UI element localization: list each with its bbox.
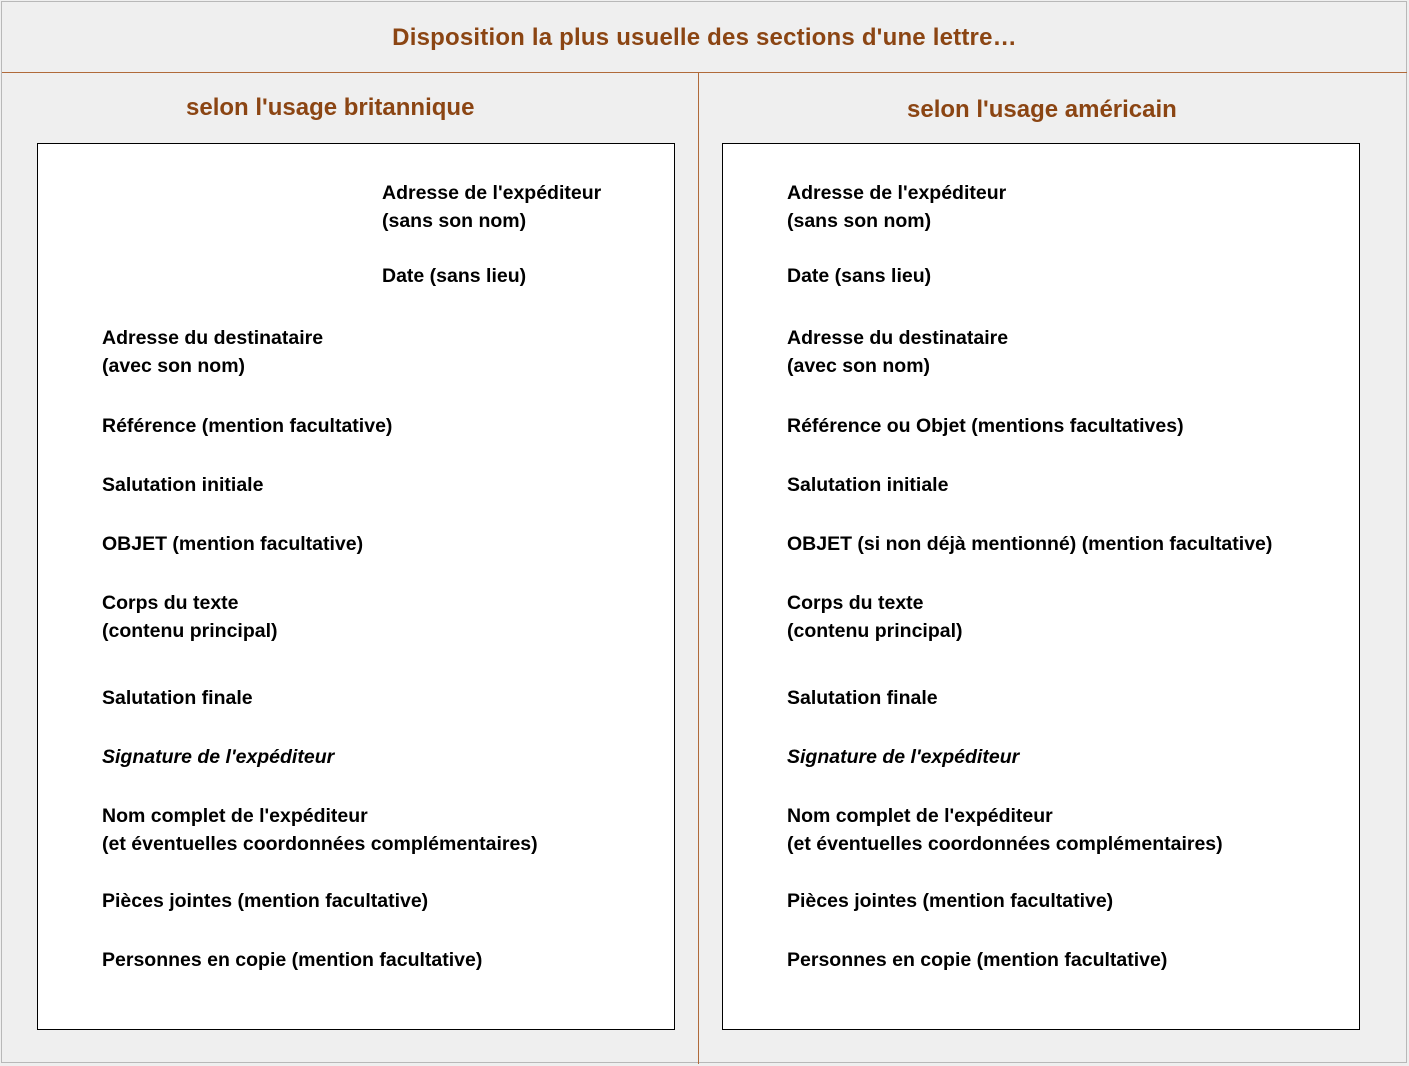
british-date: Date (sans lieu) xyxy=(382,265,527,287)
british-body-line2: (contenu principal) xyxy=(102,620,278,642)
british-reference: Référence (mention facultative) xyxy=(102,415,393,437)
american-heading: selon l'usage américain xyxy=(907,96,1177,123)
american-signature: Signature de l'expéditeur xyxy=(787,746,1020,768)
american-subject: OBJET (si non déjà mentionné) (mention facultative) xyxy=(787,533,1273,555)
american-recipient-address-line1: Adresse du destinataire xyxy=(787,327,1009,349)
american-reference: Référence ou Objet (mentions facultatives) xyxy=(787,415,1184,437)
british-heading: selon l'usage britannique xyxy=(186,94,475,121)
british-body-line1: Corps du texte xyxy=(102,592,239,614)
american-body-line1: Corps du texte xyxy=(787,592,924,614)
british-sender-address-line1: Adresse de l'expéditeur xyxy=(382,182,602,204)
british-body xyxy=(102,589,278,645)
american-recipient-address xyxy=(787,324,1008,380)
american-letter-sheet xyxy=(722,143,1360,1030)
american-sender-name-line2: (et éventuelles coordonnées complémentaires) xyxy=(787,833,1223,855)
column-divider xyxy=(698,72,699,1064)
british-opening-salutation: Salutation initiale xyxy=(102,474,264,496)
american-sender-address xyxy=(787,179,1006,235)
british-attachments: Pièces jointes (mention facultative) xyxy=(102,890,429,912)
american-sender-address-line1: Adresse de l'expéditeur xyxy=(787,182,1007,204)
british-sender-address xyxy=(382,179,601,235)
american-attachments: Pièces jointes (mention facultative) xyxy=(787,890,1114,912)
american-body-line2: (contenu principal) xyxy=(787,620,963,642)
british-recipient-address xyxy=(102,324,323,380)
british-sender-name-line1: Nom complet de l'expéditeur xyxy=(102,805,368,827)
american-opening-salutation: Salutation initiale xyxy=(787,474,949,496)
american-sender-address-line2: (sans son nom) xyxy=(787,210,932,232)
diagram-title: Disposition la plus usuelle des sections d'une lettre… xyxy=(392,24,1017,51)
american-recipient-address-line2: (avec son nom) xyxy=(787,355,931,377)
british-recipient-address-line2: (avec son nom) xyxy=(102,355,246,377)
american-sender-name-line1: Nom complet de l'expéditeur xyxy=(787,805,1053,827)
american-body xyxy=(787,589,963,645)
title-divider xyxy=(2,72,1407,73)
british-signature: Signature de l'expéditeur xyxy=(102,746,335,768)
american-closing-salutation: Salutation finale xyxy=(787,687,938,709)
british-sender-name xyxy=(102,802,538,858)
british-letter-sheet xyxy=(37,143,675,1030)
british-sender-name-line2: (et éventuelles coordonnées complémentaires) xyxy=(102,833,538,855)
american-copies: Personnes en copie (mention facultative) xyxy=(787,949,1168,971)
british-subject: OBJET (mention facultative) xyxy=(102,533,364,555)
british-closing-salutation: Salutation finale xyxy=(102,687,253,709)
british-recipient-address-line1: Adresse du destinataire xyxy=(102,327,324,349)
american-date: Date (sans lieu) xyxy=(787,265,932,287)
british-sender-address-line2: (sans son nom) xyxy=(382,210,527,232)
british-copies: Personnes en copie (mention facultative) xyxy=(102,949,483,971)
american-sender-name xyxy=(787,802,1223,858)
